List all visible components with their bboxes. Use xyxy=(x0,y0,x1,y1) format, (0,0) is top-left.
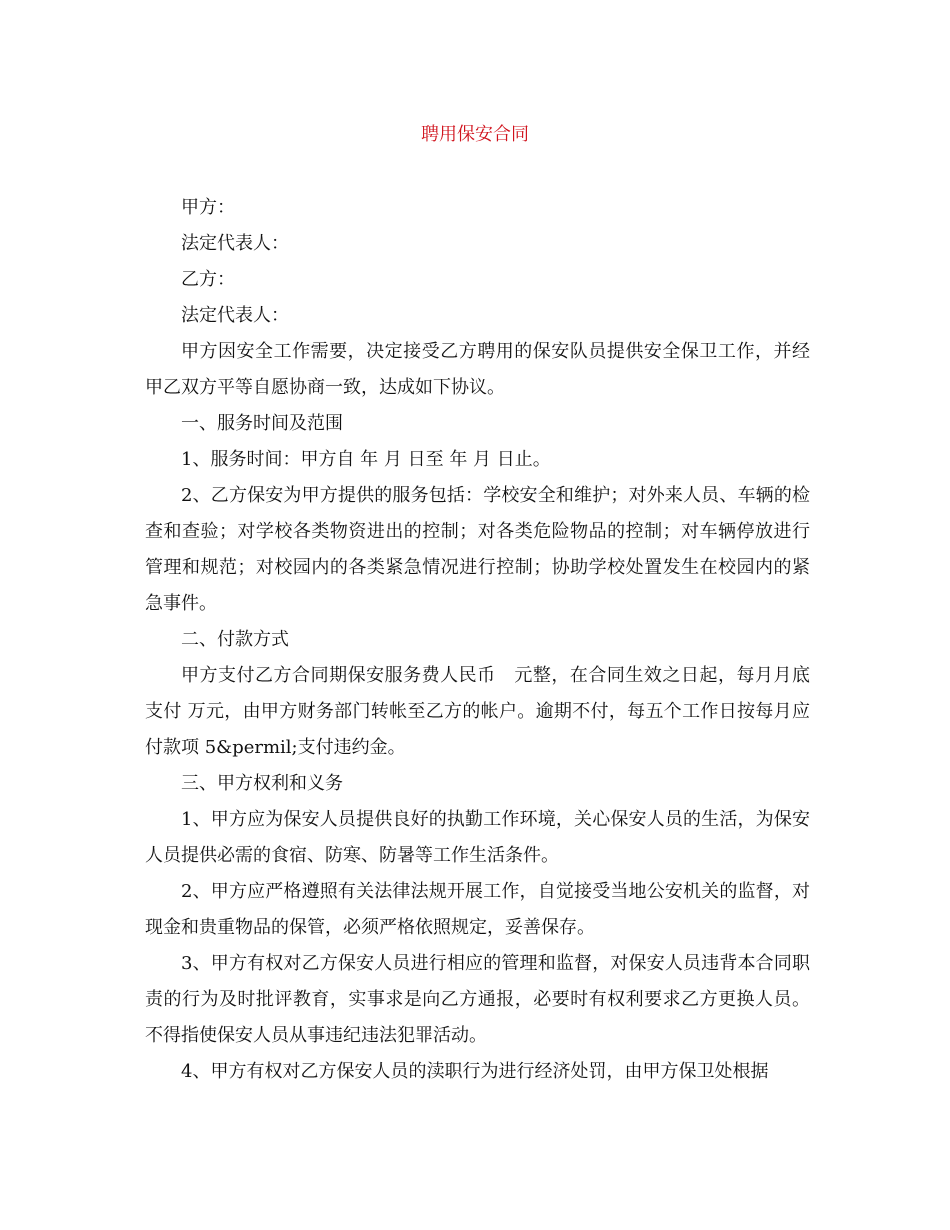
clause-service-time: 1、服务时间：甲方自 年 月 日至 年 月 日止。 xyxy=(181,449,551,470)
section-heading-payment: 二、付款方式 xyxy=(181,629,289,650)
clause-service-scope: 2、乙方保安为甲方提供的服务包括：学校安全和维护；对外来人员、车辆的检查和查验；对学校各类物资进出的控制；对各类危险物品的控制；对车辆停放进行管理和规范；对校园内的各类紧急情况进行控制；协助学校处置发生在校园内的紧急事件。 xyxy=(145,485,810,614)
document-body xyxy=(145,190,810,1090)
party-a-representative-line: 法定代表人： xyxy=(181,233,289,254)
party-b-representative-line: 法定代表人： xyxy=(181,305,289,326)
clause-party-a-4: 4、甲方有权对乙方保安人员的渎职行为进行经济处罚，由甲方保卫处根据 xyxy=(181,1061,769,1082)
clause-party-a-1: 1、甲方应为保安人员提供良好的执勤工作环境，关心保安人员的生活，为保安人员提供必需的食宿、防寒、防暑等工作生活条件。 xyxy=(145,809,810,866)
section-heading-service: 一、服务时间及范围 xyxy=(181,413,343,434)
party-b-line: 乙方： xyxy=(181,269,235,290)
preamble-paragraph: 甲方因安全工作需要，决定接受乙方聘用的保安队员提供安全保卫工作，并经甲乙双方平等自愿协商一致，达成如下协议。 xyxy=(145,341,810,398)
section-heading-party-a-rights: 三、甲方权利和义务 xyxy=(181,773,343,794)
clause-party-a-3: 3、甲方有权对乙方保安人员进行相应的管理和监督，对保安人员违背本合同职责的行为及时批评教育，实事求是向乙方通报，必要时有权利要求乙方更换人员。不得指使保安人员从事违纪违法犯罪活动。 xyxy=(145,953,810,1046)
document-title: 聘用保安合同 xyxy=(421,124,529,145)
clause-party-a-2: 2、甲方应严格遵照有关法律法规开展工作，自觉接受当地公安机关的监督，对现金和贵重物品的保管，必须严格依照规定，妥善保存。 xyxy=(145,881,810,938)
party-a-line: 甲方： xyxy=(181,197,235,218)
clause-payment: 甲方支付乙方合同期保安服务费人民币 元整，在合同生效之日起，每月月底支付 万元，由甲方财务部门转帐至乙方的帐户。逾期不付，每五个工作日按每月应付款项 5&permil;支付违约金。 xyxy=(145,665,810,758)
